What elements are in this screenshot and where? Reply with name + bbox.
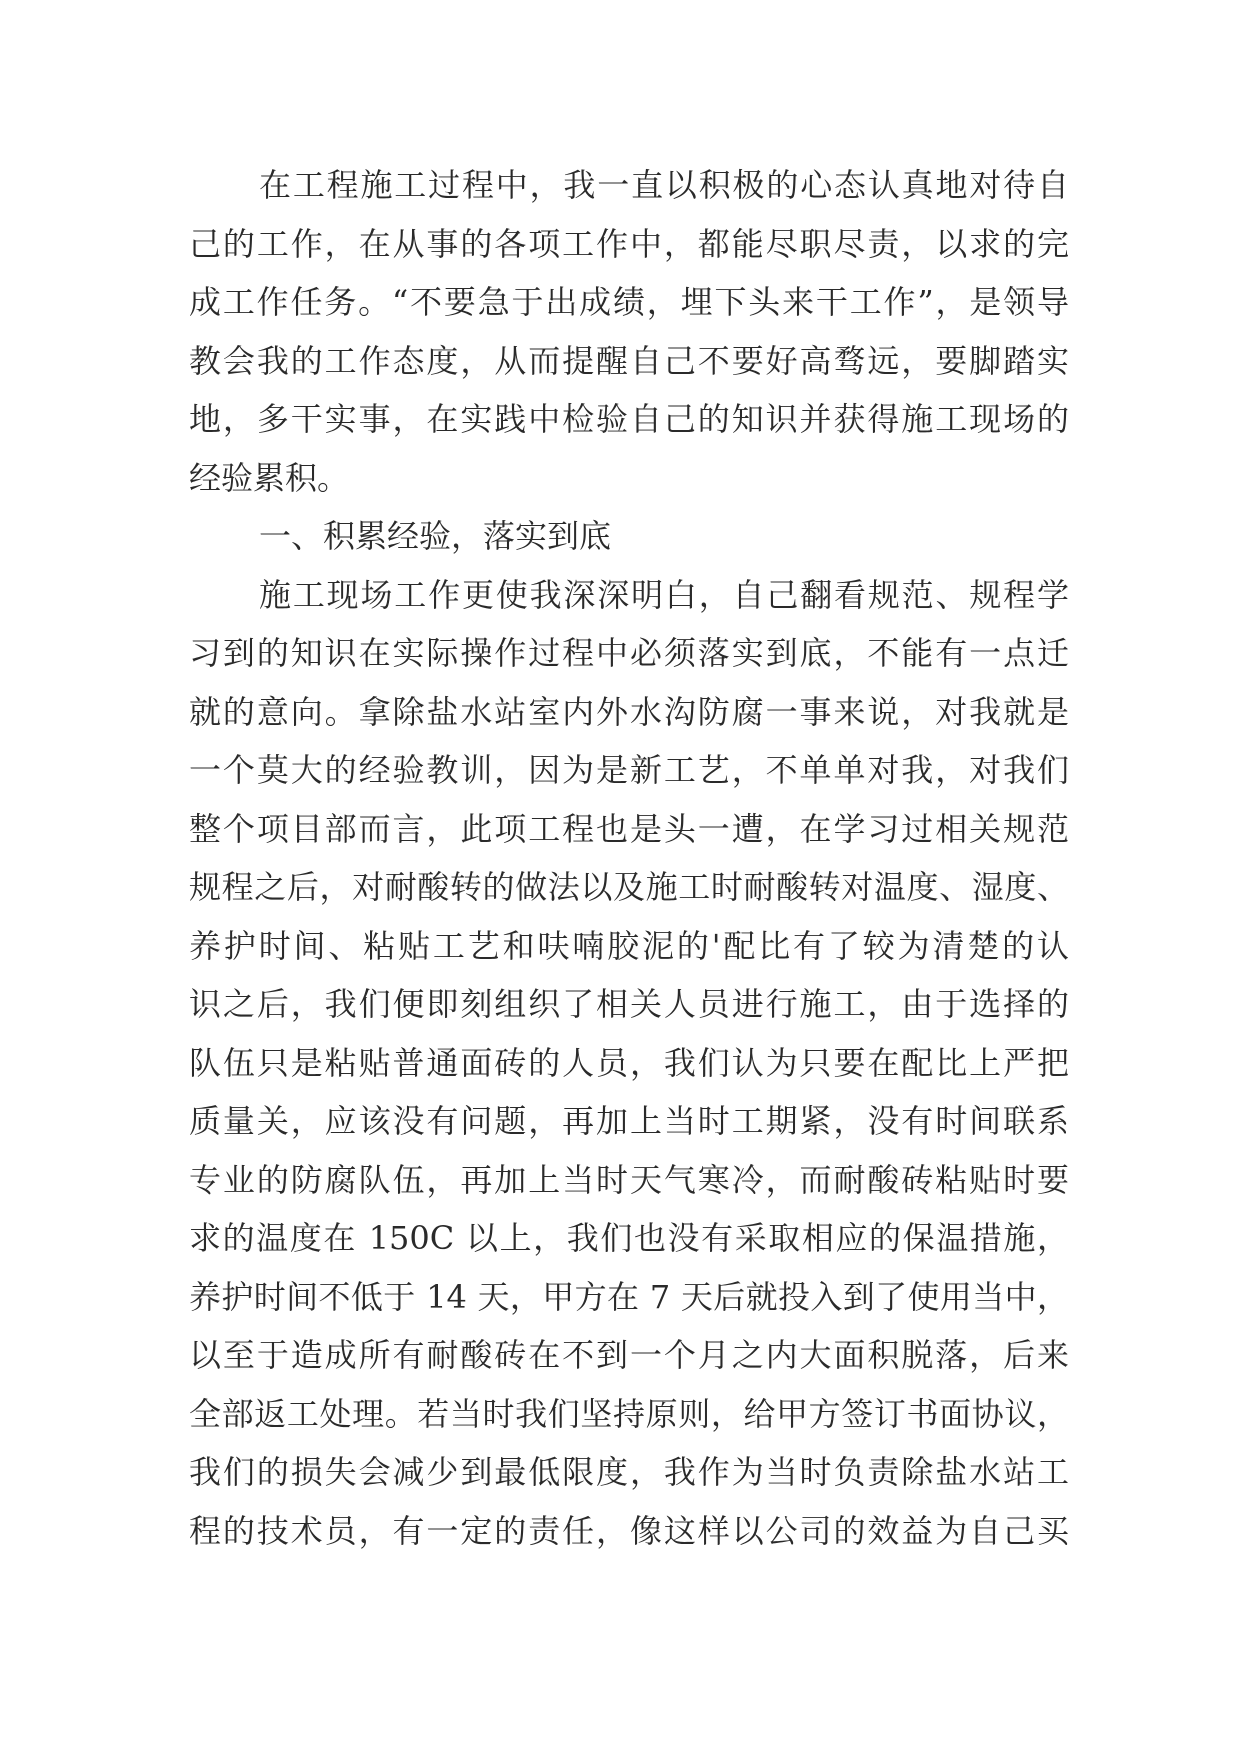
text-line: 己的工作，在从事的各项工作中，都能尽职尽责，以求的完: [189, 224, 1069, 263]
text-line: 我们的损失会减少到最低限度，我作为当时负责除盐水站工: [189, 1453, 1069, 1491]
text-line: 养护时间、粘贴工艺和呋喃胶泥的'配比有了较为清楚的认: [189, 926, 1069, 965]
text-line: 经验累积。: [189, 458, 350, 497]
section-heading-text: 一、积累经验，落实到底: [259, 517, 612, 555]
text-line: 教会我的工作态度，从而提醒自己不要好高骛远，要脚踏实: [189, 341, 1069, 380]
text-line: 地，多干实事，在实践中检验自己的知识并获得施工现场的: [189, 400, 1069, 438]
text-line: 在工程施工过程中，我一直以积极的心态认真地对待自: [259, 166, 1069, 204]
text-line: 成工作任务。“不要急于出成绩，埋下头来干工作”，是领导: [189, 283, 1069, 321]
text-line: 施工现场工作更使我深深明白，自己翻看规范、规程学: [259, 575, 1069, 614]
text-line: 识之后，我们便即刻组织了相关人员进行施工，由于选择的: [189, 985, 1069, 1023]
text-line: 养护时间不低于 14 天，甲方在 7 天后就投入到了使用当中，: [189, 1277, 1069, 1316]
text-line: 全部返工处理。若当时我们坚持原则，给甲方签订书面协议，: [189, 1394, 1069, 1433]
text-line: 质量关，应该没有问题，再加上当时工期紧，没有时间联系: [189, 1102, 1069, 1140]
text-line: 专业的防腐队伍，再加上当时天气寒冷，而耐酸砖粘贴时要: [189, 1160, 1069, 1199]
text-line: 以至于造成所有耐酸砖在不到一个月之内大面积脱落，后来: [189, 1336, 1069, 1374]
text-line: 就的意向。拿除盐水站室内外水沟防腐一事来说，对我就是: [189, 692, 1069, 731]
section-heading: [189, 507, 1069, 566]
paragraph-intro: [189, 156, 1069, 507]
text-line: 一个莫大的经验教训，因为是新工艺，不单单对我，对我们: [189, 751, 1069, 789]
text-line: 程的技术员，有一定的责任，像这样以公司的效益为自己买: [189, 1511, 1069, 1550]
text-line: 整个项目部而言，此项工程也是头一遭，在学习过相关规范: [189, 809, 1069, 848]
document-body: [189, 156, 1069, 1560]
text-line: 求的温度在 150C 以上，我们也没有采取相应的保温措施，: [189, 1219, 1069, 1257]
paragraph-section-1: [189, 566, 1069, 1561]
text-line: 习到的知识在实际操作过程中必须落实到底，不能有一点迁: [189, 634, 1069, 672]
text-line: 规程之后，对耐酸转的做法以及施工时耐酸转对温度、湿度、: [189, 868, 1069, 906]
text-line: 队伍只是粘贴普通面砖的人员，我们认为只要在配比上严把: [189, 1043, 1069, 1082]
